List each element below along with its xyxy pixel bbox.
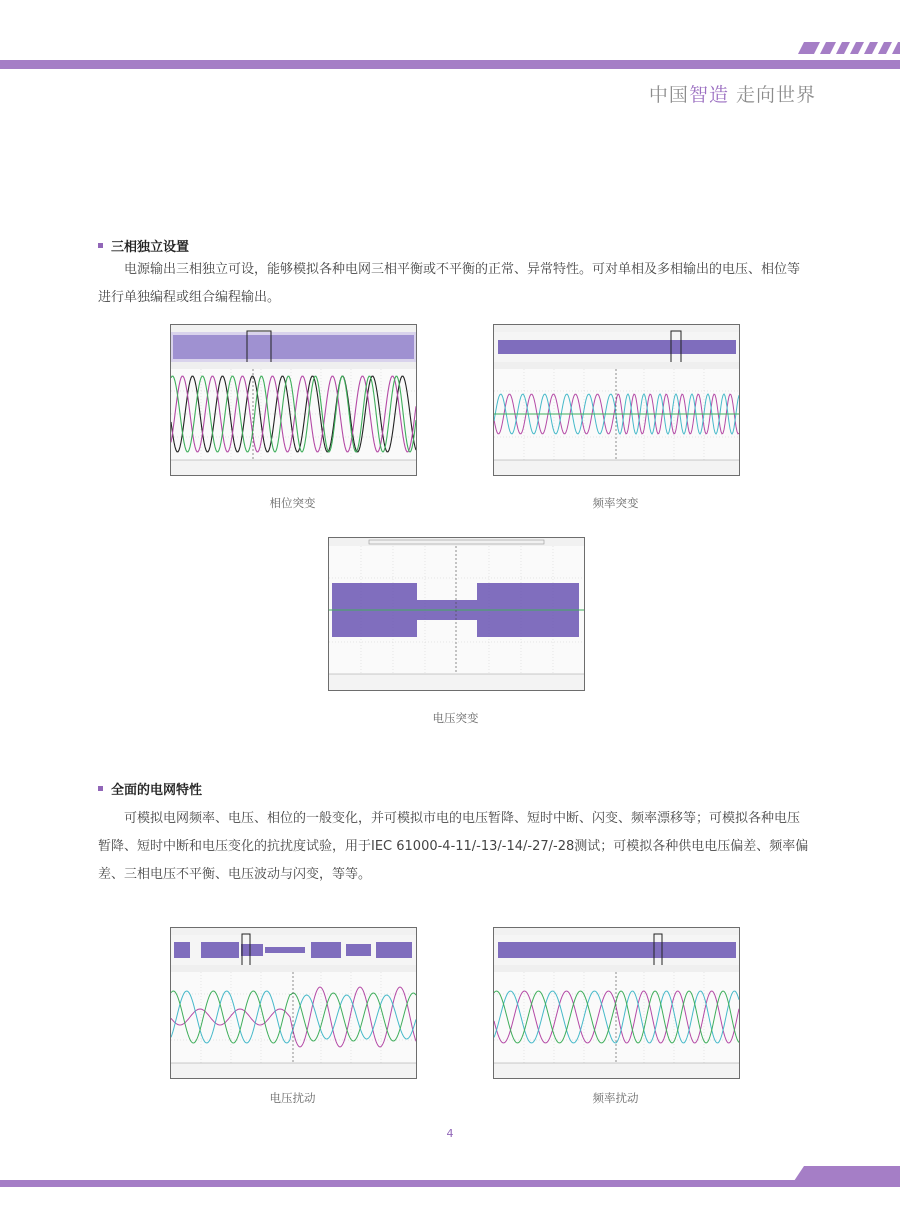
caption-phase-jump: 相位突变	[269, 496, 316, 510]
footer-corner-decoration	[790, 1166, 900, 1187]
header-stripes-decoration	[790, 42, 900, 54]
caption-volt-dist: 电压扰动	[269, 1091, 316, 1105]
section-title-three-phase	[98, 236, 189, 255]
section-paragraph-grid-features	[98, 805, 810, 889]
scope-volt-dist	[170, 927, 417, 1079]
page-number: 4	[446, 1127, 454, 1140]
slogan-highlight: 智造	[688, 84, 729, 106]
header-accent-bar	[0, 60, 900, 69]
scope-freq-jump	[493, 324, 740, 476]
paragraph-text: 可模拟电网频率、电压、相位的一般变化，并可模拟市电的电压暂降、短时中断、闪变、频率漂移等；可模拟各种电压暂降、短时中断和电压变化的抗扰度试验，用于IEC 61000-4-11/-13/-14/-27/-28测试；可模拟各种供电电压偏差、频率偏差、三相电压不平衡、电压波动与闪变，等等。	[98, 811, 809, 882]
caption-freq-dist: 频率扰动	[592, 1091, 639, 1105]
footer-accent-bar	[0, 1180, 900, 1187]
section-title-text: 全面的电网特性	[111, 783, 203, 798]
slogan-text-2: 走向世界	[728, 84, 816, 106]
section-title-text: 三相独立设置	[111, 240, 190, 255]
section-bullet-icon	[98, 243, 103, 248]
slogan-text-1: 中国	[648, 84, 689, 106]
scope-phase-jump	[170, 324, 417, 476]
section-bullet-icon	[98, 786, 103, 791]
scope-freq-dist	[493, 927, 740, 1079]
section-paragraph-three-phase	[98, 256, 810, 312]
section-title-grid-features	[98, 779, 202, 798]
caption-volt-jump: 电压突变	[432, 711, 479, 725]
caption-freq-jump: 频率突变	[592, 496, 639, 510]
scope-volt-jump	[328, 537, 585, 691]
header-slogan	[649, 80, 816, 107]
paragraph-text: 电源输出三相独立可设，能够模拟各种电网三相平衡或不平衡的正常、异常特性。可对单相及多相输出的电压、相位等进行单独编程或组合编程输出。	[98, 262, 801, 305]
